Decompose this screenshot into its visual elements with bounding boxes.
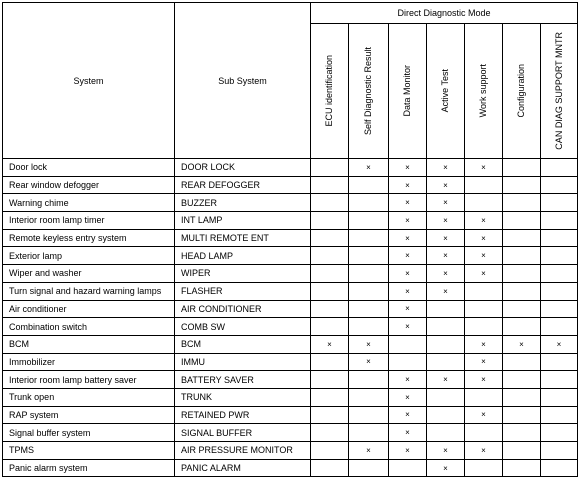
header-mode-1 [349, 24, 389, 159]
mode-cell: × [427, 229, 465, 247]
table-row [3, 212, 578, 230]
mode-cell [541, 459, 578, 477]
mode-cell [427, 353, 465, 371]
sub-system-cell: AIR PRESSURE MONITOR [175, 442, 311, 460]
mode-cell [541, 388, 578, 406]
mode-cell: × [389, 159, 427, 177]
mode-cell [465, 459, 503, 477]
mode-cell [541, 424, 578, 442]
mode-cell: × [389, 442, 427, 460]
system-cell: Air conditioner [3, 300, 175, 318]
mode-cell [541, 247, 578, 265]
mode-cell [541, 229, 578, 247]
mode-cell [389, 335, 427, 353]
mode-cell [503, 229, 541, 247]
mode-cell: × [349, 353, 389, 371]
mode-cell: × [349, 442, 389, 460]
mode-cell: × [389, 388, 427, 406]
mode-cell: × [427, 459, 465, 477]
table-row [3, 371, 578, 389]
system-cell: Signal buffer system [3, 424, 175, 442]
mode-cell [503, 282, 541, 300]
mode-cell: × [465, 159, 503, 177]
mode-cell [349, 265, 389, 283]
mode-cell [503, 300, 541, 318]
mode-cell [465, 300, 503, 318]
mode-cell [503, 371, 541, 389]
mode-cell [503, 459, 541, 477]
mode-cell [541, 406, 578, 424]
mode-cell [503, 212, 541, 230]
mode-cell [427, 406, 465, 424]
mode-cell [541, 318, 578, 336]
mode-cell: × [389, 212, 427, 230]
mode-cell [349, 406, 389, 424]
mode-cell [349, 459, 389, 477]
mode-cell [349, 424, 389, 442]
mode-cell [541, 371, 578, 389]
mode-cell [541, 282, 578, 300]
sub-system-cell: PANIC ALARM [175, 459, 311, 477]
system-cell: Turn signal and hazard warning lamps [3, 282, 175, 300]
mode-cell [389, 353, 427, 371]
mode-cell [311, 212, 349, 230]
header-mode-4 [465, 24, 503, 159]
system-cell: Combination switch [3, 318, 175, 336]
table-row [3, 442, 578, 460]
mode-cell [503, 194, 541, 212]
mode-cell: × [427, 442, 465, 460]
mode-cell [427, 424, 465, 442]
mode-cell [427, 335, 465, 353]
mode-cell [311, 247, 349, 265]
table-row [3, 406, 578, 424]
mode-cell: × [389, 424, 427, 442]
system-cell: RAP system [3, 406, 175, 424]
mode-cell [349, 247, 389, 265]
mode-cell [465, 282, 503, 300]
table-row [3, 353, 578, 371]
mode-cell [349, 212, 389, 230]
mode-cell [311, 229, 349, 247]
system-cell: Rear window defogger [3, 176, 175, 194]
header-mode-label: Active Test [440, 69, 450, 113]
mode-cell: × [389, 265, 427, 283]
mode-cell [311, 159, 349, 177]
mode-cell: × [427, 247, 465, 265]
header-direct-diagnostic-mode: Direct Diagnostic Mode [311, 3, 578, 24]
mode-cell: × [427, 212, 465, 230]
sub-system-cell: REAR DEFOGGER [175, 176, 311, 194]
header-mode-label: ECU identification [324, 55, 334, 127]
mode-cell: × [465, 229, 503, 247]
mode-cell [311, 371, 349, 389]
mode-cell [503, 442, 541, 460]
system-cell: TPMS [3, 442, 175, 460]
system-cell: Trunk open [3, 388, 175, 406]
mode-cell: × [389, 282, 427, 300]
mode-cell [311, 300, 349, 318]
system-cell: Panic alarm system [3, 459, 175, 477]
mode-cell [311, 353, 349, 371]
diagnostic-mode-table [2, 2, 578, 477]
mode-cell: × [541, 335, 578, 353]
sub-system-cell: WIPER [175, 265, 311, 283]
table-row [3, 318, 578, 336]
mode-cell [541, 212, 578, 230]
mode-cell [349, 388, 389, 406]
header-mode-label: Work support [478, 64, 488, 118]
mode-cell [541, 300, 578, 318]
sub-system-cell: TRUNK [175, 388, 311, 406]
mode-cell: × [389, 247, 427, 265]
mode-cell: × [427, 371, 465, 389]
mode-cell [503, 406, 541, 424]
mode-cell: × [311, 335, 349, 353]
system-cell: Interior room lamp timer [3, 212, 175, 230]
system-cell: Immobilizer [3, 353, 175, 371]
mode-cell [541, 442, 578, 460]
mode-cell: × [349, 335, 389, 353]
mode-cell [311, 459, 349, 477]
sub-system-cell: BCM [175, 335, 311, 353]
header-mode-label: CAN DIAG SUPPORT MNTR [553, 32, 564, 150]
header-mode-3 [427, 24, 465, 159]
header-sub-system: Sub System [175, 3, 311, 159]
table-row [3, 300, 578, 318]
table-row [3, 335, 578, 353]
mode-cell [349, 371, 389, 389]
mode-cell [311, 265, 349, 283]
mode-cell [541, 265, 578, 283]
mode-cell: × [349, 159, 389, 177]
mode-cell [349, 194, 389, 212]
sub-system-cell: BUZZER [175, 194, 311, 212]
sub-system-cell: INT LAMP [175, 212, 311, 230]
mode-cell: × [465, 265, 503, 283]
mode-cell: × [465, 371, 503, 389]
mode-cell: × [465, 353, 503, 371]
mode-cell [541, 194, 578, 212]
mode-cell [503, 318, 541, 336]
mode-cell [311, 318, 349, 336]
mode-cell: × [389, 406, 427, 424]
mode-cell [311, 176, 349, 194]
mode-cell [349, 176, 389, 194]
mode-cell: × [465, 406, 503, 424]
mode-cell: × [465, 335, 503, 353]
mode-cell: × [427, 282, 465, 300]
header-mode-label: Configuration [516, 64, 526, 118]
mode-cell [427, 318, 465, 336]
sub-system-cell: RETAINED PWR [175, 406, 311, 424]
sub-system-cell: BATTERY SAVER [175, 371, 311, 389]
system-cell: Door lock [3, 159, 175, 177]
mode-cell: × [427, 159, 465, 177]
mode-cell [541, 176, 578, 194]
header-mode-5 [503, 24, 541, 159]
header-system: System [3, 3, 175, 159]
table-row [3, 388, 578, 406]
mode-cell: × [465, 247, 503, 265]
mode-cell: × [427, 176, 465, 194]
sub-system-cell: SIGNAL BUFFER [175, 424, 311, 442]
mode-cell [349, 282, 389, 300]
system-cell: Wiper and washer [3, 265, 175, 283]
mode-cell [503, 247, 541, 265]
mode-cell [541, 159, 578, 177]
header-mode-label: Self Diagnostic Result [363, 46, 373, 136]
sub-system-cell: FLASHER [175, 282, 311, 300]
sub-system-cell: IMMU [175, 353, 311, 371]
mode-cell: × [389, 229, 427, 247]
sub-system-cell: HEAD LAMP [175, 247, 311, 265]
table-row [3, 424, 578, 442]
header-mode-6 [541, 24, 578, 159]
mode-cell [503, 265, 541, 283]
system-cell: Interior room lamp battery saver [3, 371, 175, 389]
mode-cell [311, 442, 349, 460]
table-row [3, 176, 578, 194]
mode-cell [311, 424, 349, 442]
mode-cell: × [389, 300, 427, 318]
mode-cell [503, 353, 541, 371]
mode-cell [503, 388, 541, 406]
mode-cell [503, 176, 541, 194]
mode-cell [349, 318, 389, 336]
mode-cell: × [427, 265, 465, 283]
mode-cell: × [389, 318, 427, 336]
mode-cell [349, 229, 389, 247]
mode-cell [465, 176, 503, 194]
sub-system-cell: DOOR LOCK [175, 159, 311, 177]
system-cell: Exterior lamp [3, 247, 175, 265]
table-row [3, 282, 578, 300]
table-row [3, 265, 578, 283]
mode-cell: × [465, 442, 503, 460]
mode-cell [311, 282, 349, 300]
mode-cell [465, 194, 503, 212]
mode-cell: × [465, 212, 503, 230]
header-mode-2 [389, 24, 427, 159]
mode-cell: × [503, 335, 541, 353]
mode-cell [389, 459, 427, 477]
header-mode-0 [311, 24, 349, 159]
table-row [3, 159, 578, 177]
sub-system-cell: AIR CONDITIONER [175, 300, 311, 318]
table-row [3, 247, 578, 265]
mode-cell [541, 353, 578, 371]
mode-cell [503, 159, 541, 177]
mode-cell [349, 300, 389, 318]
system-cell: BCM [3, 335, 175, 353]
mode-cell: × [389, 371, 427, 389]
system-cell: Warning chime [3, 194, 175, 212]
mode-cell [427, 388, 465, 406]
table-row [3, 459, 578, 477]
table-row [3, 229, 578, 247]
sub-system-cell: COMB SW [175, 318, 311, 336]
mode-cell [465, 388, 503, 406]
mode-cell: × [389, 176, 427, 194]
mode-cell: × [427, 194, 465, 212]
mode-cell [465, 318, 503, 336]
table-row [3, 194, 578, 212]
system-cell: Remote keyless entry system [3, 229, 175, 247]
mode-cell: × [389, 194, 427, 212]
mode-cell [465, 424, 503, 442]
sub-system-cell: MULTI REMOTE ENT [175, 229, 311, 247]
mode-cell [311, 406, 349, 424]
header-mode-label: Data Monitor [402, 65, 412, 117]
mode-cell [503, 424, 541, 442]
mode-cell [311, 388, 349, 406]
mode-cell [427, 300, 465, 318]
mode-cell [311, 194, 349, 212]
